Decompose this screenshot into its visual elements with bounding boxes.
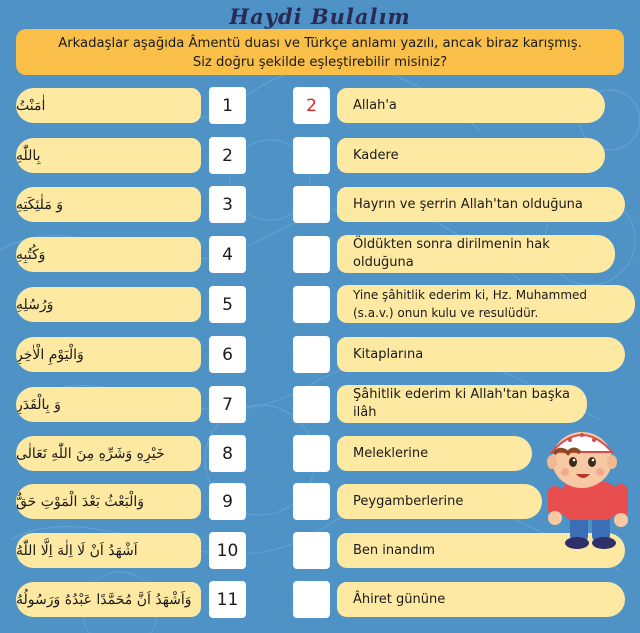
boy-illustration [530,420,635,550]
arabic-phrase: خَيْرِهِ وَشَرِّهِ مِنَ اللّٰهِ تَعَالٰى [16,436,201,471]
arabic-phrase: وَالْبَعْثُ بَعْدَ الْمَوْتِ حَقٌّ [16,484,201,519]
matching-row [0,136,640,176]
matching-row [0,335,640,375]
arabic-phrase: اَشْهَدُ اَنْ لَا اِلٰهَ اِلَّا اللّٰهُ [16,533,201,568]
answer-box[interactable] [293,186,330,223]
number-box: 7 [209,386,246,423]
number-box: 11 [209,581,246,618]
number-box: 6 [209,336,246,373]
answer-box[interactable] [293,137,330,174]
number-box: 3 [209,186,246,223]
arabic-phrase: وَكُتُبِهِ [16,237,201,272]
turkish-meaning: Hayrın ve şerrin Allah'tan olduğuna [337,187,625,222]
arabic-phrase: اٰمَنْتُ [16,88,201,123]
number-box: 10 [209,532,246,569]
answer-box[interactable] [293,581,330,618]
number-box: 4 [209,236,246,273]
number-box: 8 [209,435,246,472]
turkish-meaning: Yine şâhitlik ederim ki, Hz. Muhammed (s.a.v.) onun kulu ve resulüdür. [337,285,635,323]
turkish-meaning: Peygamberlerine [337,484,542,519]
turkish-meaning: Şâhitlik ederim ki Allah'tan başka ilâh [337,385,587,423]
instructions-box [16,29,624,75]
arabic-phrase: وَ بِالْقَدَرِ [16,387,201,422]
number-box: 2 [209,137,246,174]
page-title: Haydi Bulalım [229,4,411,29]
turkish-meaning: Ben inandım [337,533,625,568]
answer-box[interactable] [293,286,330,323]
arabic-phrase: وَاَشْهَدُ اَنَّ مُحَمَّدًا عَبْدُهُ وَرَسُولُهُ [16,582,201,617]
turkish-meaning: Allah'a [337,88,605,123]
answer-box[interactable] [293,336,330,373]
turkish-meaning: Kadere [337,138,605,173]
arabic-phrase: بِاللّٰهِ [16,138,201,173]
arabic-phrase: وَالْيَوْمِ الْاٰخِرِ [16,337,201,372]
turkish-meaning: Âhiret gününe [337,582,625,617]
arabic-phrase: وَ مَلٰئِكَتِهِ [16,187,201,222]
turkish-meaning: Öldükten sonra dirilmenin hak olduğuna [337,235,615,273]
matching-row [0,580,640,620]
answer-box[interactable] [293,483,330,520]
number-box: 1 [209,87,246,124]
answer-box[interactable]: 2 [293,87,330,124]
number-box: 5 [209,286,246,323]
instructions-line-1: Arkadaşlar aşağıda Âmentü duası ve Türkçe anlamı yazılı, ancak biraz karışmış. [58,36,582,51]
number-box: 9 [209,483,246,520]
answer-box[interactable] [293,435,330,472]
arabic-phrase: وَرُسُلِهِ [16,287,201,322]
instructions-line-2: Siz doğru şekilde eşleştirebilir misiniz? [192,55,448,70]
matching-row [0,185,640,225]
turkish-meaning: Kitaplarına [337,337,625,372]
matching-row [0,235,640,275]
answer-box[interactable] [293,236,330,273]
answer-box[interactable] [293,532,330,569]
turkish-meaning: Meleklerine [337,436,532,471]
matching-row [0,86,640,126]
matching-row [0,285,640,325]
matching-row [0,385,640,425]
answer-box[interactable] [293,386,330,423]
